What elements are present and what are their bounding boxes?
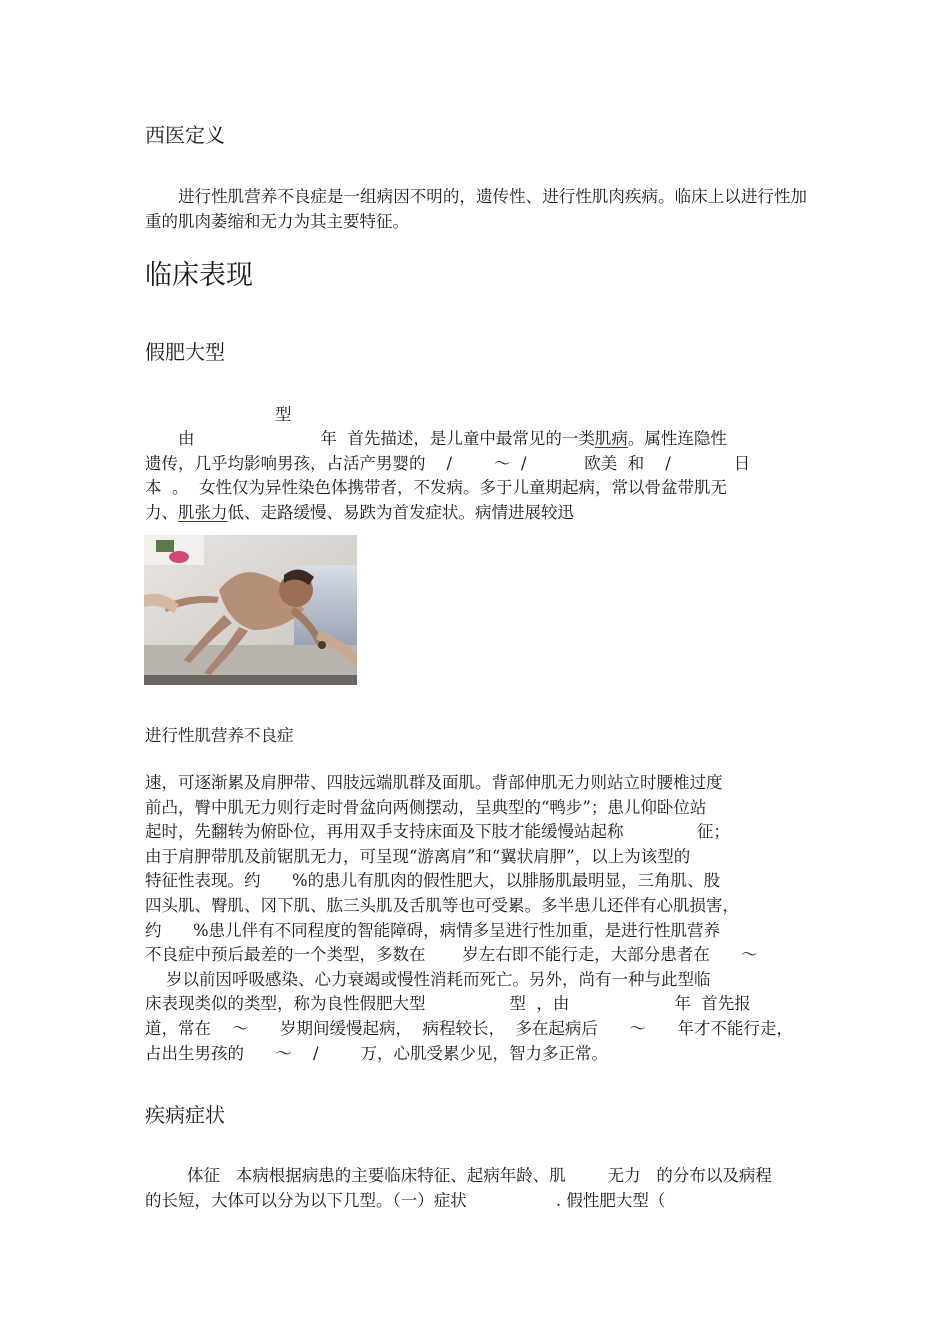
text-segment: 。属性连隐性: [627, 429, 727, 448]
text-line: 特征性表现。约 %的患儿有肌肉的假性肥大，以腓肠肌最明显，三角肌、股: [145, 871, 721, 891]
text-segment: 由 年 首先描述，是儿童中最常见的一类: [178, 429, 595, 448]
text-line: 的长短，大体可以分为以下几型。（一）症状 . 假性肥大型（: [145, 1190, 666, 1210]
text-line: 体征 本病根据病患的主要临床特征、起病年龄、肌 无力 的分布以及病程: [145, 1166, 772, 1185]
subsection-heading-pseudohypertrophic: 假肥大型: [145, 340, 225, 364]
text-line: 本 。 女性仅为异性染色体携带者，不发病。多于儿童期起病，常以骨盆带肌无: [145, 478, 727, 498]
text-line: 床表现类似的类型，称为良性假肥大型 型 ，由 年 首先报: [145, 994, 751, 1014]
text-line: 道，常在 ～ 岁期间缓慢起病， 病程较长， 多在起病后 ～ 年才不能行走，: [145, 1018, 793, 1038]
patient-photo: [144, 535, 357, 685]
section-heading-symptoms: 疾病症状: [145, 1103, 225, 1127]
section-heading-clinical: 临床表现: [145, 260, 253, 291]
patient-photo-illustration: [144, 535, 357, 685]
section-heading-western-definition: 西医定义: [145, 123, 225, 147]
text-line: 四头肌、臀肌、冈下肌、肱三头肌及舌肌等也可受累。多半患儿还伴有心肌损害，: [145, 895, 739, 915]
text-line: 速，可逐渐累及肩胛带、四肢远端肌群及面肌。背部伸肌无力则站立时腰椎过度: [145, 773, 723, 792]
text-line: 不良症中预后最差的一个类型，多数在 岁左右即不能行走，大部分患者在 ～: [145, 945, 758, 965]
text-segment: 力、: [145, 502, 178, 522]
paragraph-pseudohypertrophic-intro: [145, 427, 807, 525]
paragraph-symptoms: [145, 1164, 807, 1213]
text-line: 约 %患儿伴有不同程度的智能障碍，病情多呈进行性加重，是进行性肌营养: [145, 920, 721, 940]
text-line: 起时，先翻转为俯卧位，再用双手支持床面及下肢才能缓慢站起称 征；: [145, 822, 730, 842]
text-line: 由于肩胛带肌及前锯肌无力，可呈现“游离肩”和“翼状肩胛”，以上为该型的: [145, 846, 691, 866]
link-muscle-tone[interactable]: 肌张力: [178, 502, 228, 522]
text-segment: 低、走路缓慢、易跌为首发症状。病情进展较迅: [227, 502, 574, 522]
type-label: 型: [275, 405, 292, 424]
image-caption: 进行性肌营养不良症: [145, 726, 294, 745]
text-line: 岁以前因呼吸感染、心力衰竭或慢性消耗而死亡。另外，尚有一种与此型临: [145, 969, 711, 989]
text-line: 前凸，臀中肌无力则行走时骨盆向两侧摆动，呈典型的“鸭步”；患儿仰卧位站: [145, 797, 707, 817]
text-line: [145, 501, 807, 526]
text-line: 占出生男孩的 ～ / 万，心肌受累少见，智力多正常。: [145, 1043, 608, 1063]
text-line: 遗传，几乎均影响男孩，占活产男婴的 / ～ / 欧美 和 / 日: [145, 453, 751, 473]
text-line: [145, 427, 807, 452]
link-myopathy[interactable]: 肌病: [594, 429, 628, 448]
paragraph-pseudohypertrophic-details: [145, 771, 807, 1066]
western-definition-paragraph: 进行性肌营养不良症是一组病因不明的，遗传性、进行性肌肉疾病。临床上以进行性加重的肌肉萎缩和无力为其主要特征。: [145, 187, 807, 231]
